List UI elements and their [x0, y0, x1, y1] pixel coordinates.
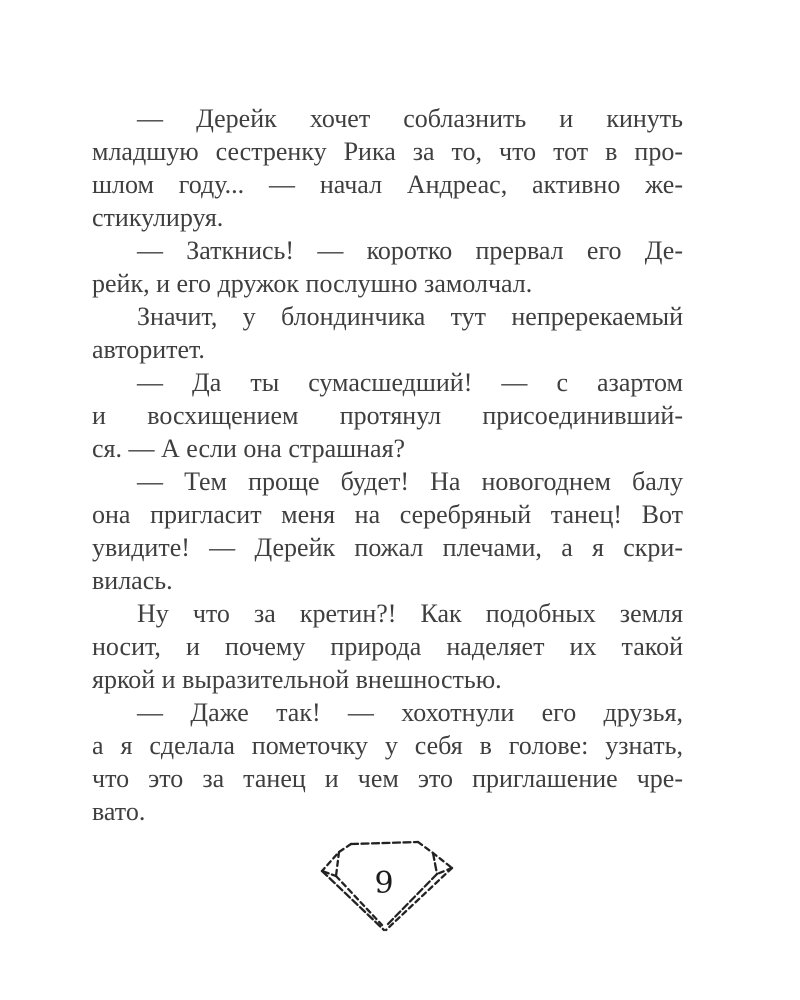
text-line: ся. — А если она страшная? — [92, 434, 406, 463]
text-line: она пригласит меня на серебряный танец! Вот — [92, 500, 683, 529]
paragraph — [92, 597, 683, 696]
paragraph — [92, 366, 683, 465]
text-line: вилась. — [92, 566, 173, 595]
text-line: Значит, у блондинчика тут непререкаемый — [137, 302, 683, 331]
text-line: — Тем проще будет! На новогоднем балу — [137, 467, 683, 496]
text-line: Ну что за кретин?! Как подобных земля — [137, 599, 683, 628]
text-line: рейк, и его дружок послушно замолчал. — [92, 269, 533, 298]
text-line: младшую сестренку Рика за то, что тот в про- — [92, 137, 683, 166]
text-line: — Даже так! — хохотнули его друзья, — [137, 698, 683, 727]
paragraph — [92, 102, 683, 234]
text-line: и восхищением протянул присоединивший- — [92, 401, 683, 430]
text-line: что это за танец и чем это приглашение чре- — [92, 764, 683, 793]
page-number: 9 — [374, 866, 394, 901]
text-line: авторитет. — [92, 335, 205, 364]
text-line: стикулируя. — [92, 203, 224, 232]
text-line: яркой и выразительной внешностью. — [92, 665, 502, 694]
text-block — [92, 102, 683, 828]
paragraph — [92, 300, 683, 366]
diamond-icon — [320, 840, 454, 932]
paragraph — [92, 234, 683, 300]
paragraph — [92, 696, 683, 828]
text-line: вато. — [92, 797, 146, 826]
paragraph — [92, 465, 683, 597]
text-line: — Да ты сумасшедший! — с азартом — [137, 368, 683, 397]
text-line: носит, и почему природа наделяет их такой — [92, 632, 683, 661]
page-number-ornament — [320, 840, 454, 932]
text-line: а я сделала пометочку у себя в голове: узнать, — [92, 731, 683, 760]
text-line: увидите! — Дерейк пожал плечами, а я скри- — [92, 533, 683, 562]
text-line: — Дерейк хочет соблазнить и кинуть — [137, 104, 683, 133]
text-line: — Заткнись! — коротко прервал его Де- — [137, 236, 683, 265]
text-line: шлом году... — начал Андреас, активно же- — [92, 170, 683, 199]
